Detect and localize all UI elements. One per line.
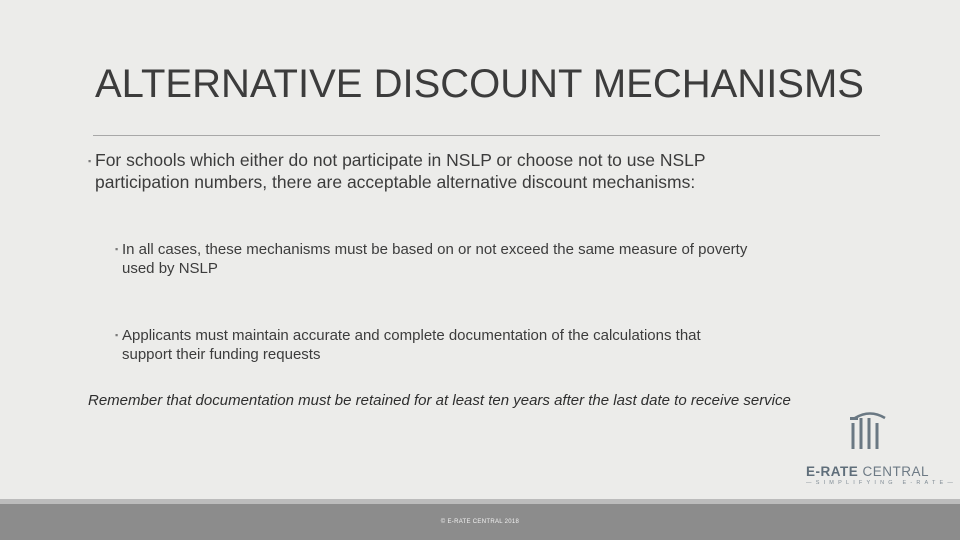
bullet-marker-icon: ▪ [115,330,119,340]
retention-note: Remember that documentation must be retained for at least ten years after the last date to receive service [88,392,791,409]
bullet-text-line1: For schools which either do not participate in NSLP or choose not to use NSLP [95,150,706,170]
sub-bullet-text-line2: used by NSLP [122,259,218,277]
logo-tagline: —SIMPLIFYING E-RATE— [806,480,958,486]
sub-bullet-text-line1: Applicants must maintain accurate and complete documentation of the calculations that [122,327,701,344]
sub-bullet-item [115,327,835,365]
logo-name-part1: E-RATE [806,464,859,479]
bullet-marker-icon: ▪ [115,244,119,254]
footer-top-line [0,499,960,504]
slide-title: ALTERNATIVE DISCOUNT MECHANISMS [95,62,864,106]
title-divider [93,135,880,136]
footer-bar [0,504,960,540]
bullet-marker-icon: ▪ [88,156,92,166]
sub-bullet-item [115,241,835,279]
bullet-text-line2: participation numbers, there are acceptable alternative discount mechanisms: [95,171,696,192]
logo-name-part2: CENTRAL [858,464,930,479]
footer-copyright: © E-RATE CENTRAL 2018 [440,519,520,525]
sub-bullet-text-line2: support their funding requests [122,345,321,363]
sub-bullet-text-line1: In all cases, these mechanisms must be based on or not exceed the same measure of poverty [122,241,748,258]
bullet-item [88,150,788,194]
logo-wordmark [806,464,929,479]
